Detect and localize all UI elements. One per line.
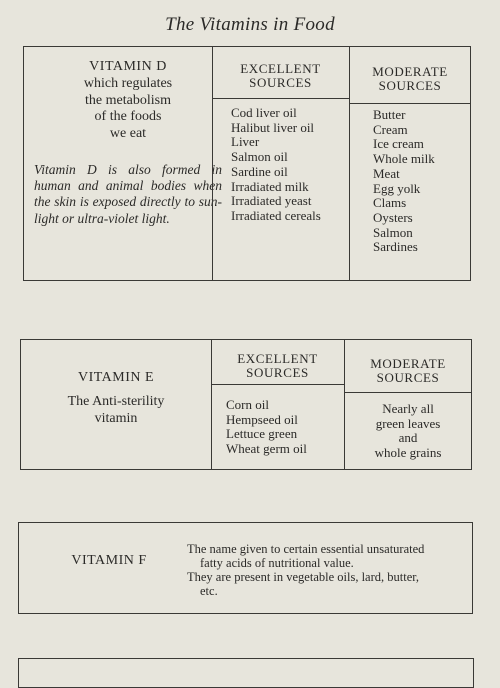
header-line: EXCELLENT (240, 61, 321, 76)
vitamin-e-moderate-header (344, 357, 472, 385)
list-item: Meat (373, 165, 400, 181)
list-item: Hempseed oil (226, 411, 298, 427)
list-item: and (398, 430, 418, 446)
vitamin-e-desc-line: vitamin (94, 410, 138, 426)
next-vitamin-box-partial (18, 658, 474, 688)
header-line: SOURCES (378, 78, 442, 93)
vitamin-f-name: VITAMIN F (71, 553, 147, 568)
list-item: Salmon oil (231, 149, 288, 165)
list-item: Clams (373, 195, 407, 211)
vitamin-e-excellent-list (226, 398, 307, 457)
header-line: SOURCES (376, 370, 440, 385)
list-item: Cream (373, 121, 408, 137)
vitamin-f-text-line: fatty acids of nutritional value. (200, 556, 354, 570)
vitamin-d-description (38, 76, 218, 142)
vitamin-e-description (21, 394, 211, 427)
header-line: SOURCES (249, 75, 312, 90)
vitamin-d-desc-line: which regulates (83, 76, 173, 91)
header-line: MODERATE (370, 356, 446, 371)
list-item: Irradiated yeast (231, 193, 312, 209)
vitamin-d-name: VITAMIN D (89, 59, 167, 74)
vitamin-d-desc-line: we eat (109, 125, 147, 141)
vitamin-d-moderate-list (373, 108, 435, 255)
vitamin-e-moderate-list (344, 402, 472, 461)
list-item: Nearly all (382, 401, 434, 416)
list-item: Irradiated milk (231, 178, 309, 194)
vitamin-f-text-line: etc. (200, 584, 218, 598)
vitamin-f-box (18, 522, 473, 614)
vitamin-e-excellent-header (211, 352, 344, 380)
vitamin-d-header-rule (212, 98, 350, 99)
list-item: Cod liver oil (231, 105, 297, 120)
header-line: SOURCES (246, 365, 309, 380)
vitamin-f-description (187, 542, 472, 598)
list-item: Sardine oil (231, 163, 288, 179)
list-item: Wheat germ oil (226, 441, 307, 457)
vitamin-d-moderate-header (349, 65, 471, 93)
vitamin-e-header-rule (211, 384, 345, 385)
vitamin-d-desc-line: of the foods (94, 109, 162, 124)
vitamin-f-text-line: They are present in vegetable oils, lard, butter, (187, 570, 420, 584)
header-line: EXCELLENT (237, 351, 318, 366)
list-item: Irradiated cereals (231, 207, 321, 223)
list-item: Corn oil (226, 397, 269, 412)
vitamin-e-name: VITAMIN E (77, 370, 155, 385)
vitamin-e-table (20, 339, 472, 470)
list-item: Sardines (373, 239, 418, 255)
vitamin-e-desc-line: The Anti-sterility (67, 394, 165, 409)
list-item: whole grains (374, 445, 442, 461)
list-item: Oysters (373, 209, 413, 225)
header-line: MODERATE (372, 64, 448, 79)
vitamin-d-header-rule-right (349, 103, 471, 104)
list-item: Egg yolk (373, 180, 421, 196)
list-item: green leaves (375, 415, 441, 431)
vitamin-d-note: Vitamin D is also formed in human and animal bodies when the skin is exposed directly to sun-light or ultra-violet light. (34, 162, 222, 226)
vitamin-d-excellent-header (212, 62, 349, 90)
list-item: Ice cream (373, 136, 424, 152)
list-item: Liver (231, 134, 260, 150)
vitamin-d-table (23, 46, 471, 281)
list-item: Butter (373, 107, 406, 122)
list-item: Halibut liver oil (231, 119, 315, 135)
vitamin-e-header-rule-right (344, 392, 472, 393)
vitamin-d-excellent-list (231, 106, 321, 224)
vitamin-d-desc-line: the metabolism (85, 92, 171, 108)
list-item: Salmon (373, 224, 413, 240)
list-item: Whole milk (373, 151, 435, 167)
list-item: Lettuce green (226, 426, 298, 442)
page-title: The Vitamins in Food (165, 14, 335, 35)
vitamin-f-text-line: The name given to certain essential unsaturated (187, 542, 425, 556)
